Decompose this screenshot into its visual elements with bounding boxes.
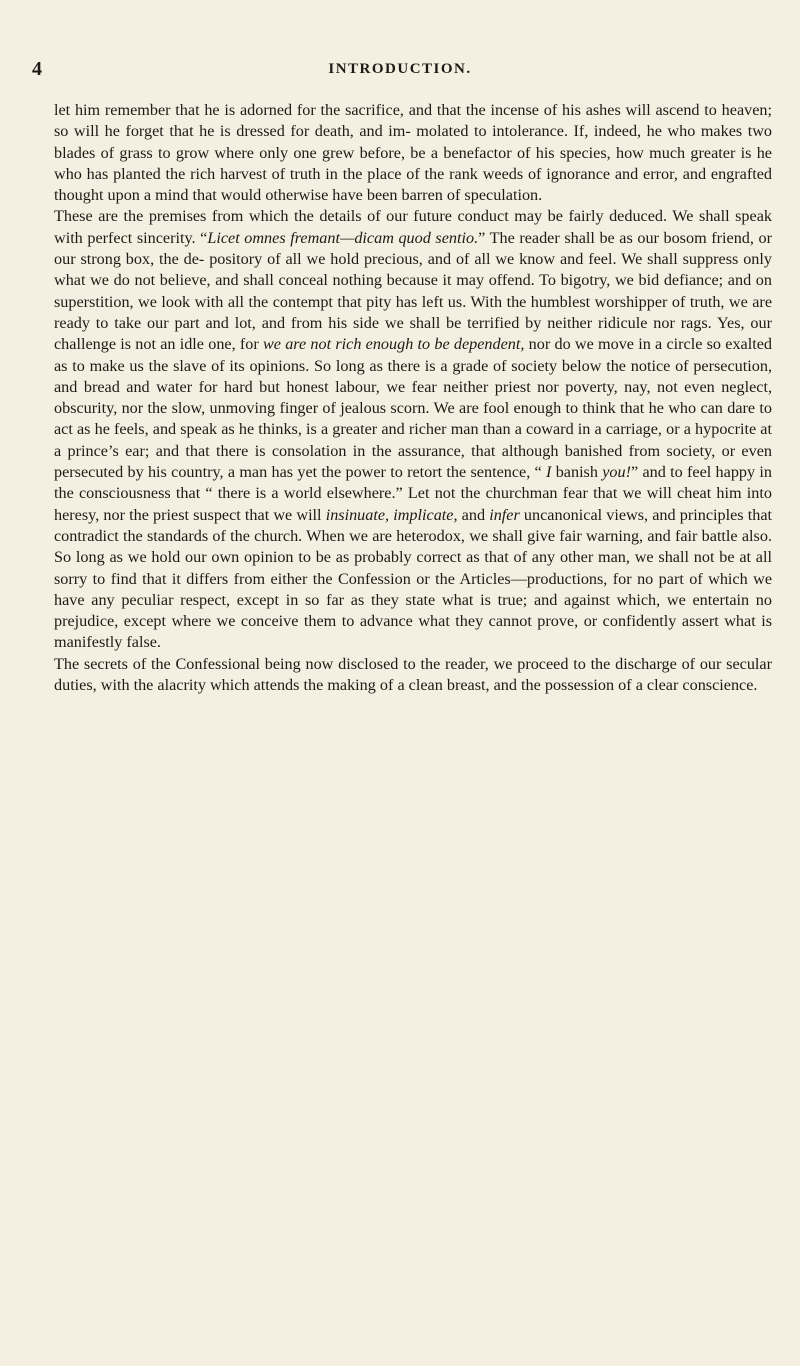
- italic-text: we are not rich enough to be dependent,: [262, 335, 525, 354]
- text-run: ” The reader shall be as our bosom friend, or our strong box, the de- pository of all we hold precious, and of all we know and feel. We shall suppress only what we do not believe, and shall conceal nothing because it may offend. To bigotry, we bid defiance; and on superstition, we look with all the contempt that pity has left us. With the humblest worshipper of truth, we are ready to take our part and lot, and from his side we shall be terrified by neither ridicule nor rags. Yes, our challenge is not an idle one, for: [54, 228, 772, 354]
- text-run: ” and to feel happy in the consciousness that “ there is a world elsewhere.” Let not the churchman fear that we will cheat him into heresy, nor the priest suspect that we will: [54, 463, 772, 524]
- text-run: let him remember that he is adorned for the sacrifice, and that the incense of his ashes will ascend to heaven; so will he forget that he is dressed for death, and im- molated to intolerance. If, indeed, he who makes two blades of grass to grow where only one grew before, be a benefactor of his species, how much greater is he who has planted the rich harvest of truth in the place of the rank weeds of ignorance and error, and engrafted thought upon a mind that would otherwise have been barren of speculation.: [54, 101, 772, 205]
- italic-text: I: [546, 463, 552, 482]
- italic-text: Licet omnes fremant—dicam quod sentio.: [207, 228, 479, 247]
- text-run: and: [457, 505, 490, 524]
- text-run: uncanonical views, and principles that contradict the standards of the church. When we are heterodox, we shall give fair warning, and fair battle also. So long as we hold our own opinion to be as probably correct as that of any other man, we shall not be at all sorry to find that it differs from either the Confession or the Articles—productions, for no part of which we have any peculiar respect, except in so far as they state what is true; and against which, we entertain no prejudice, except where we conceive them to advance what they cannot prove, or confidently assert what is manifestly false.: [54, 505, 772, 652]
- paragraph-2: [54, 206, 772, 653]
- italic-text: you!: [602, 463, 632, 482]
- italic-text: infer: [489, 505, 520, 524]
- running-title: INTRODUCTION.: [328, 61, 472, 77]
- text-run: banish: [551, 463, 603, 482]
- text-run: nor do we move in a circle so exalted as to make us the slave of its opinions. So long as there is a grade of society below the notice of persecution, and bread and water for hard but honest labour, we fear neither priest nor poverty, nay, not even neglect, obscurity, nor the slow, unmoving finger of jealous scorn. We are fool enough to think that he who can dare to act as he feels, and speak as he thinks, is a greater and richer man than a coward in a carriage, or a hypocrite at a prince’s ear; and that there is consolation in the assurance, that although banished from society, or even persecuted by his country, a man has yet the power to retort the sentence, “: [54, 335, 772, 482]
- paragraph-1: [54, 100, 772, 206]
- paragraph-3: [54, 654, 772, 697]
- text-run: These are the premises from which the details of our future conduct may be fairly deduced. We shall speak with perfect sincerity. “: [54, 207, 772, 247]
- text-run: The secrets of the Confessional being now disclosed to the reader, we proceed to the discharge of our secular duties, with the alacrity which attends the making of a clean breast, and the possession of a clear conscience.: [54, 654, 772, 695]
- body-text: [54, 100, 772, 696]
- page-number: 4: [32, 58, 42, 80]
- italic-text: insinuate, implicate,: [325, 505, 458, 524]
- page-header: [0, 58, 800, 88]
